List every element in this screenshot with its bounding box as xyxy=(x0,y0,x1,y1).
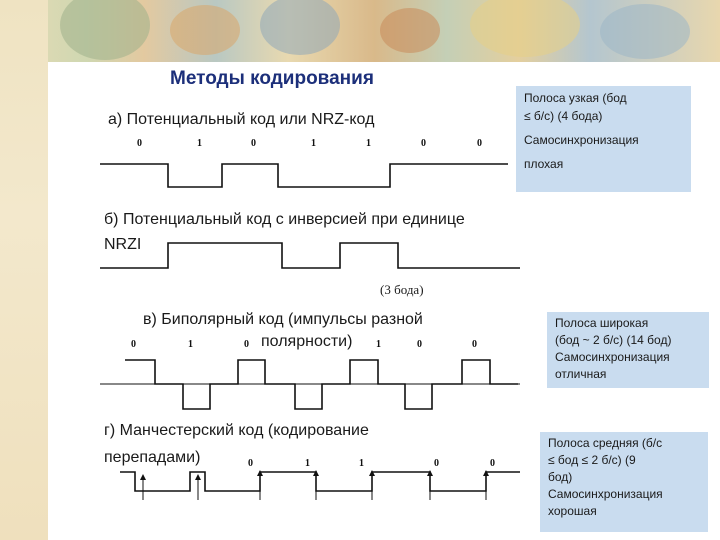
bit-label: 0 xyxy=(248,458,253,469)
heading-nrzi-line2: NRZI xyxy=(104,236,142,253)
nrzi-baud-note: (3 бода) xyxy=(380,282,424,297)
heading-bipolar-line1: в) Биполярный код (импульсы разной xyxy=(143,311,423,328)
bit-label: 0 xyxy=(472,339,477,350)
note-line: хорошая xyxy=(548,504,597,518)
nrzi-waveform xyxy=(100,243,520,268)
note-line: плохая xyxy=(524,157,564,171)
bit-label: 0 xyxy=(421,138,426,149)
note-line: Полоса широкая xyxy=(555,316,649,330)
bit-label: 1 xyxy=(359,458,364,469)
bit-label: 0 xyxy=(137,138,142,149)
note-line: отличная xyxy=(555,367,607,381)
heading-nrzi-line1: б) Потенциальный код с инверсией при единице xyxy=(104,211,465,228)
nrz-waveform xyxy=(100,164,508,187)
bit-label: 1 xyxy=(188,339,193,350)
note-line: Полоса узкая (бод xyxy=(524,91,627,105)
bit-label: 0 xyxy=(490,458,495,469)
note-bipolar xyxy=(547,312,709,388)
heading-bipolar-line2: полярности) xyxy=(261,333,353,350)
note-line: Полоса средняя (б/с xyxy=(548,436,663,450)
heading-manchester-line1: г) Манчестерский код (кодирование xyxy=(104,422,369,439)
manchester-waveform xyxy=(120,472,520,491)
note-line: Самосинхронизация xyxy=(548,487,663,501)
note-nrz xyxy=(516,86,691,192)
note-line: ≤ б/с) (4 бода) xyxy=(524,109,603,123)
bit-label: 0 xyxy=(251,138,256,149)
bit-label: 0 xyxy=(417,339,422,350)
bit-label: 1 xyxy=(197,138,202,149)
bit-label: 0 xyxy=(434,458,439,469)
bit-label: 1 xyxy=(366,138,371,149)
bit-label: 1 xyxy=(376,339,381,350)
note-manchester xyxy=(540,432,708,532)
note-line: Самосинхронизация xyxy=(524,133,639,147)
note-line: бод) xyxy=(548,470,573,484)
bit-label: 0 xyxy=(477,138,482,149)
bit-label: 0 xyxy=(244,339,249,350)
bit-label: 1 xyxy=(311,138,316,149)
note-line: ≤ бод ≤ 2 б/с) (9 xyxy=(548,453,636,467)
bit-label: 0 xyxy=(131,339,136,350)
heading-manchester-line2: перепадами) xyxy=(104,449,201,466)
bit-label: 1 xyxy=(305,458,310,469)
slide-title: Методы кодирования xyxy=(170,68,374,89)
heading-nrz: а) Потенциальный код или NRZ-код xyxy=(108,111,375,128)
note-line: Самосинхронизация xyxy=(555,350,670,364)
note-line: (бод ~ 2 б/с) (14 бод) xyxy=(555,333,672,347)
